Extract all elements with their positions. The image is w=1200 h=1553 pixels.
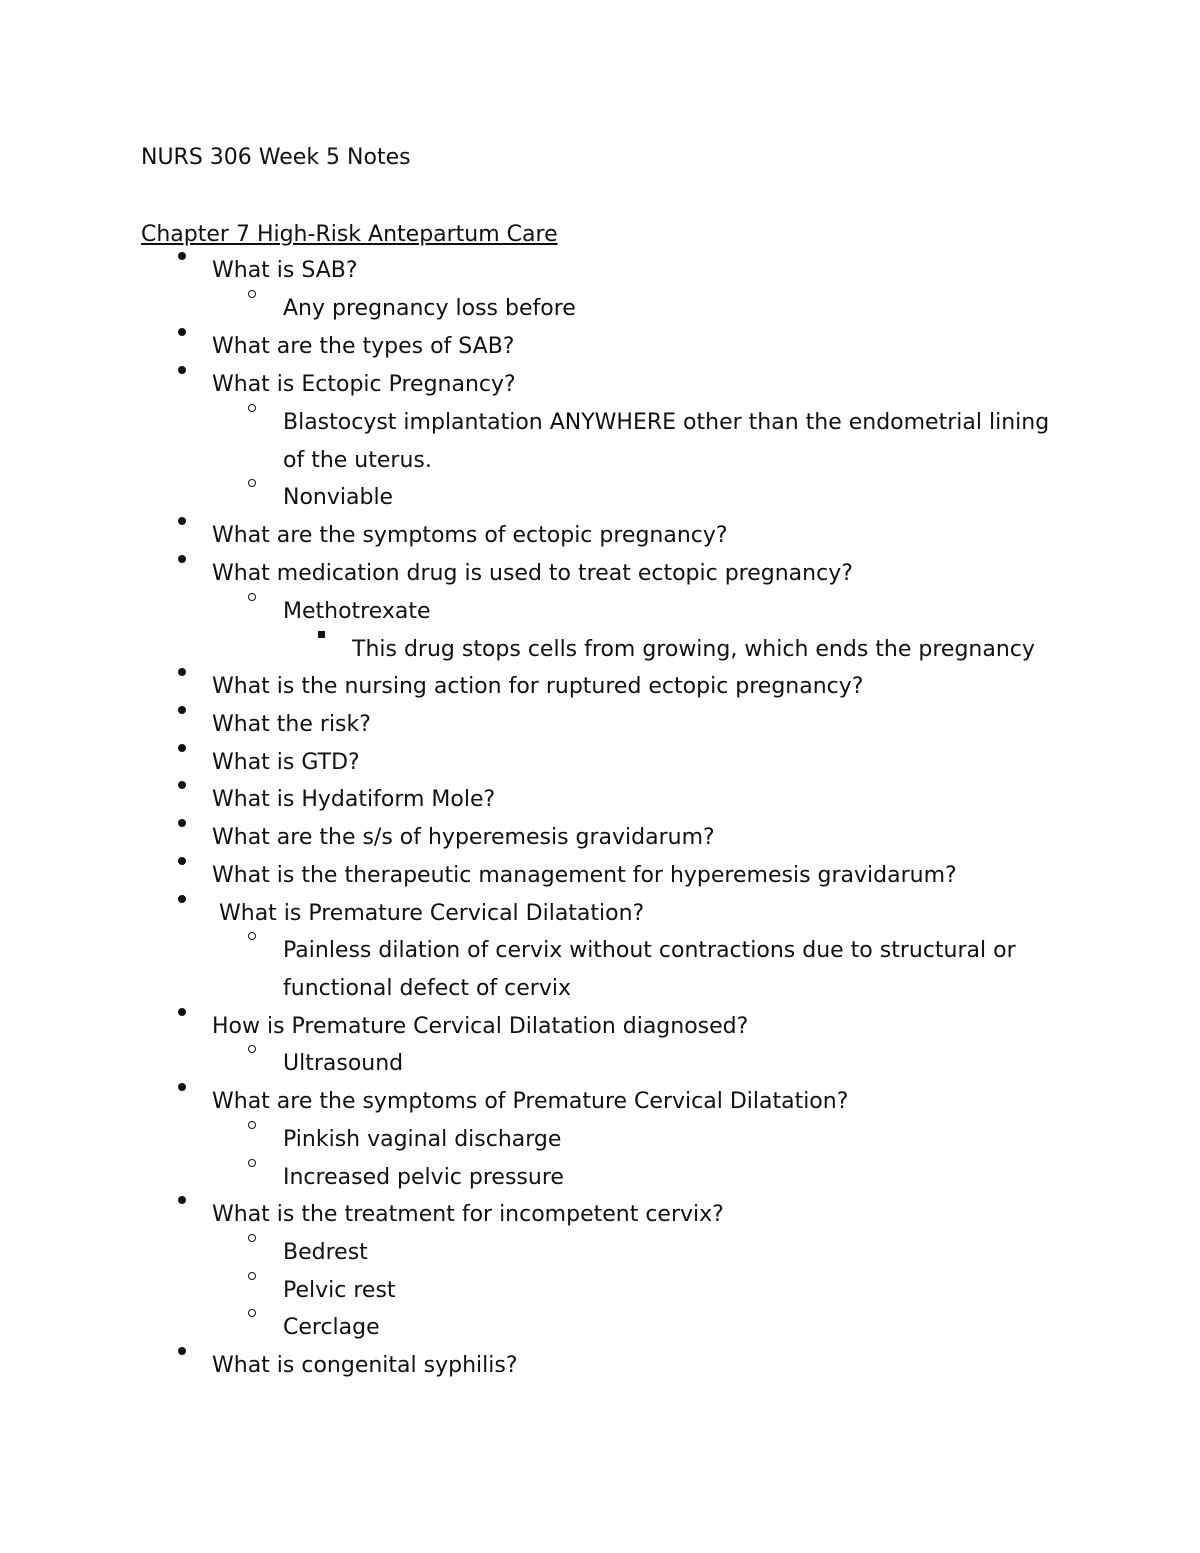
list-item-continuation: of the uterus. [283, 448, 432, 473]
bullet-circle-icon [248, 932, 256, 940]
bullet-circle-icon [248, 290, 256, 298]
document-page: NURS 306 Week 5 Notes Chapter 7 High-Risk Antepartum Care What is SAB? Any pregnancy loss before What are the types of SAB? What is Ectopic Pregnancy? Blastocyst implantation ANYWHERE other than the endometrial lining of the uterus. Nonviable What are the symptoms of ectopic pregnancy? What medication drug is used to treat ectopic pregnancy? Methotrexate This drug stops cells from growing, which ends the pregnancy What is the nursing action for ruptured ectopic pregnancy? What the risk? What is GTD? What is Hydatiform Mole? What are the s/s of hyperemesis gravidarum? What is the therapeutic management for hyperemesis gravidarum? What is Premature Cervical Dilatation? Painless dilation of cervix without contractions due to structural or functional defect of cervix How is Premature Cervical Dilatation diagnosed? Ultrasound What are the symptoms of Premature Cervical Dilatation? Pinkish vaginal discharge Increased pelvic pressure What is the treatment for incompetent cervix? Bedrest Pelvic rest Cerclage What is congenital syphilis? [0, 0, 1200, 1553]
bullet-disc-icon [178, 517, 186, 525]
bullet-square-icon [318, 631, 325, 638]
bullet-circle-icon [248, 479, 256, 487]
bullet-disc-icon [178, 819, 186, 827]
bullet-disc-icon [178, 706, 186, 714]
bullet-circle-icon [248, 593, 256, 601]
bullet-disc-icon [178, 857, 186, 865]
bullet-circle-icon [248, 1045, 256, 1053]
bullet-disc-icon [178, 744, 186, 752]
bullet-disc-icon [178, 555, 186, 563]
bullet-disc-icon [178, 366, 186, 374]
bullet-circle-icon [248, 404, 256, 412]
bullet-disc-icon [178, 1347, 186, 1355]
bullet-disc-icon [178, 668, 186, 676]
bullet-disc-icon [178, 895, 186, 903]
bullet-disc-icon [178, 1083, 186, 1091]
bullet-circle-icon [248, 1121, 256, 1129]
bullet-disc-icon [178, 781, 186, 789]
bullet-circle-icon [248, 1272, 256, 1280]
document-title: NURS 306 Week 5 Notes [141, 145, 411, 170]
bullet-disc-icon [178, 328, 186, 336]
bullet-circle-icon [248, 1309, 256, 1317]
bullet-disc-icon [178, 1196, 186, 1204]
list-item-continuation: functional defect of cervix [283, 976, 571, 1001]
bullet-disc-icon [178, 252, 186, 260]
bullet-circle-icon [248, 1234, 256, 1242]
bullet-disc-icon [178, 1008, 186, 1016]
bullet-circle-icon [248, 1159, 256, 1167]
chapter-heading: Chapter 7 High-Risk Antepartum Care [141, 222, 558, 247]
